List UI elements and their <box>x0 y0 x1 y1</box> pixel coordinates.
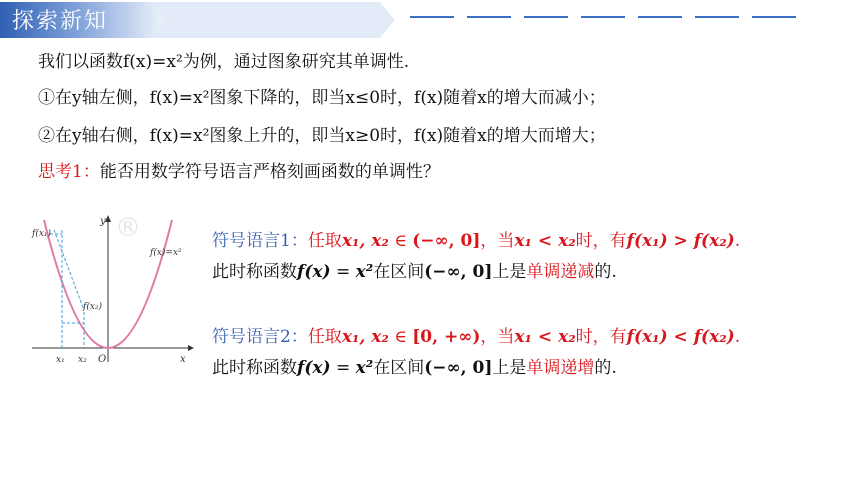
line2-pre: 此时称函数 <box>212 262 297 282</box>
in-symbol: ∈ <box>388 231 413 251</box>
x-axis-label: x <box>180 354 186 365</box>
symbolic-language-2-line1 <box>212 322 740 347</box>
when-text: ，当 <box>480 231 515 251</box>
on-text: 上是 <box>492 262 527 282</box>
curve-label: f(x)=x² <box>150 248 182 258</box>
symbolic-language-1-line1 <box>212 226 740 251</box>
think-body: 能否用数学符号语言严格刻画函数的单调性？ <box>99 162 440 182</box>
eq: = <box>330 358 356 378</box>
on-text: 上是 <box>492 358 527 378</box>
line2-pre: 此时称函数 <box>212 358 297 378</box>
period: . <box>734 231 741 251</box>
monotonic-increasing: 单调递增 <box>526 358 595 378</box>
parabola-graph <box>30 210 195 370</box>
vars: x₁, x₂ <box>341 231 389 251</box>
time-text: 时，有 <box>575 231 627 251</box>
banner-title: 探索新知 <box>12 9 109 34</box>
x-squared: x² <box>355 358 374 378</box>
intro-line-1: 我们以函数f(x)=x²为例，通过图象研究其单调性. <box>38 52 410 72</box>
symbolic-language-1-line2 <box>212 257 617 282</box>
in-symbol: ∈ <box>388 327 413 347</box>
take-text: 任取 <box>307 327 342 347</box>
think-question <box>38 157 440 182</box>
period: . <box>734 327 741 347</box>
fx: f(x) <box>297 262 331 282</box>
intro-line-3: ②在y轴右侧，f(x)=x²图象上升的，即当x≥0时，f(x)随着x的增大而增大； <box>38 126 606 146</box>
in-interval: 在区间 <box>373 358 425 378</box>
y-axis-label: y <box>100 216 106 227</box>
result: f(x₁) < f(x₂) <box>626 327 735 347</box>
symbolic2-label: 符号语言2： <box>212 327 308 347</box>
think-label: 思考1： <box>38 162 100 182</box>
eq: = <box>330 262 356 282</box>
interval: [0, +∞) <box>412 327 481 347</box>
x1-label: x₁ <box>56 355 65 365</box>
interval2: (−∞, 0] <box>424 262 493 282</box>
fx1-label: f(x₁) <box>32 229 52 239</box>
when-text: ，当 <box>480 327 515 347</box>
take-text: 任取 <box>307 231 342 251</box>
vars: x₁, x₂ <box>341 327 389 347</box>
x2-label: x₂ <box>78 355 87 365</box>
interval: (−∞, 0] <box>412 231 481 251</box>
intro-line-2: ①在y轴左侧，f(x)=x²图象下降的，即当x≤0时，f(x)随着x的增大而减小； <box>38 88 606 108</box>
condition: x₁ < x₂ <box>514 327 576 347</box>
suffix: 的. <box>594 262 617 282</box>
condition: x₁ < x₂ <box>514 231 576 251</box>
time-text: 时，有 <box>575 327 627 347</box>
origin-label: O <box>98 354 107 365</box>
symbolic-language-2-line2 <box>212 353 617 378</box>
watermark-icon: ® <box>115 213 141 243</box>
in-interval: 在区间 <box>373 262 425 282</box>
fx: f(x) <box>297 358 331 378</box>
interval2: (−∞, 0] <box>424 358 493 378</box>
x-squared: x² <box>355 262 374 282</box>
decorative-dashes <box>410 16 800 22</box>
section-banner <box>0 0 400 40</box>
suffix: 的. <box>594 358 617 378</box>
result: f(x₁) > f(x₂) <box>626 231 735 251</box>
symbolic1-label: 符号语言1： <box>212 231 308 251</box>
monotonic-decreasing: 单调递减 <box>526 262 595 282</box>
fx2-label: f(x₂) <box>83 302 103 312</box>
